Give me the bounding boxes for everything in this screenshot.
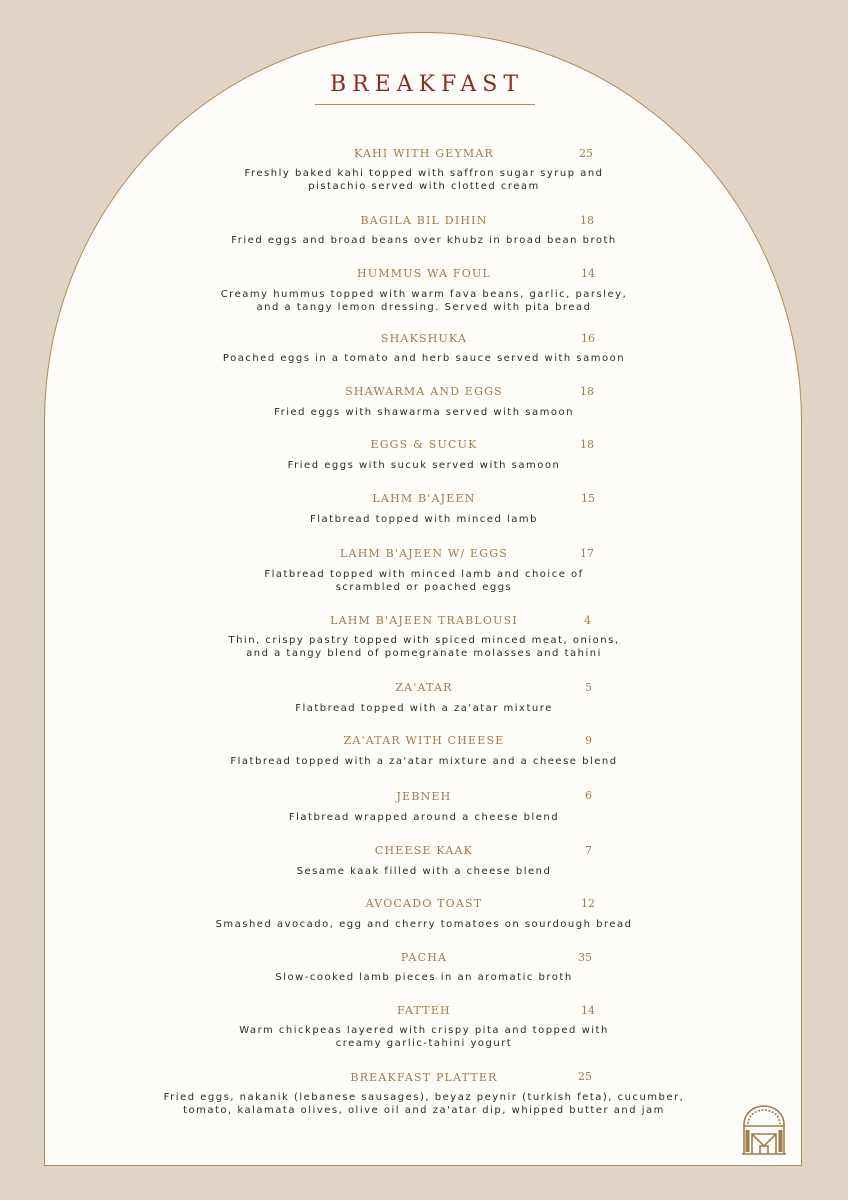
menu-item-description: Warm chickpeas layered with crispy pita and topped with creamy garlic-tahini yogurt — [239, 1025, 609, 1049]
menu-item-price: 18 — [580, 385, 594, 398]
menu-item-description: Flatbread wrapped around a cheese blend — [288, 812, 560, 823]
menu-item-description: Fried eggs, nakanik (lebanese sausages), beyaz peynir (turkish feta), cucumber, tomato, kalamata olives, olive oil and za'atar dip, whipped butter and jam — [163, 1092, 685, 1116]
menu-item-price: 15 — [581, 492, 595, 505]
menu-item-name: ZA'ATAR WITH CHEESE — [343, 734, 505, 747]
menu-item-description: Fried eggs with sucuk served with samoon — [287, 460, 561, 471]
menu-item-description: Fried eggs with shawarma served with samoon — [274, 407, 574, 418]
menu-item-name: LAHM B'AJEEN TRABLOUSI — [330, 614, 518, 627]
menu-item-description: Fried eggs and broad beans over khubz in broad bean broth — [231, 235, 617, 246]
menu-item-price: 7 — [585, 844, 592, 857]
menu-item-description: Creamy hummus topped with warm fava beans, garlic, parsley, and a tangy lemon dressing. Served with pita bread — [220, 289, 628, 313]
page-title: BREAKFAST — [329, 72, 525, 97]
menu-item-price: 14 — [581, 267, 595, 280]
menu-item-name: PACHA — [400, 951, 448, 964]
menu-item-price: 6 — [585, 789, 592, 802]
menu-item-name: JEBNEH — [396, 790, 452, 803]
menu-card — [44, 32, 802, 1166]
menu-item-name: AVOCADO TOAST — [365, 897, 483, 910]
menu-item-price: 16 — [581, 332, 595, 345]
menu-item-name: LAHM B'AJEEN W/ EGGS — [340, 547, 508, 560]
title-divider — [315, 104, 535, 105]
menu-item-price: 25 — [578, 1070, 592, 1083]
menu-item-price: 4 — [584, 614, 591, 627]
menu-item-name: SHAWARMA AND EGGS — [345, 385, 503, 398]
arched-window-logo-icon — [740, 1104, 788, 1156]
menu-item-name: SHAKSHUKA — [380, 332, 468, 345]
menu-item-price: 25 — [579, 147, 593, 160]
menu-item-price: 18 — [580, 214, 594, 227]
menu-item-description: Sesame kaak filled with a cheese blend — [296, 866, 552, 877]
menu-item-name: CHEESE KAAK — [374, 844, 474, 857]
menu-item-name: BAGILA BIL DIHIN — [360, 214, 488, 227]
menu-item-price: 14 — [581, 1004, 595, 1017]
menu-item-description: Poached eggs in a tomato and herb sauce served with samoon — [222, 353, 626, 364]
menu-item-description: Flatbread topped with a za'atar mixture — [295, 703, 553, 714]
menu-item-name: BREAKFAST PLATTER — [350, 1071, 498, 1084]
menu-item-price: 17 — [580, 547, 594, 560]
menu-item-name: EGGS & SUCUK — [370, 438, 478, 451]
menu-item-description: Smashed avocado, egg and cherry tomatoes on sourdough bread — [215, 919, 633, 930]
menu-item-name: HUMMUS WA FOUL — [357, 267, 491, 280]
menu-item-price: 18 — [580, 438, 594, 451]
menu-item-price: 5 — [585, 681, 592, 694]
menu-item-name: KAHI WITH GEYMAR — [354, 147, 494, 160]
menu-item-price: 12 — [581, 897, 595, 910]
menu-item-description: Slow-cooked lamb pieces in an aromatic broth — [275, 972, 573, 983]
menu-item-name: FATTEH — [397, 1004, 451, 1017]
menu-item-name: ZA'ATAR — [395, 681, 453, 694]
menu-item-price: 9 — [585, 734, 592, 747]
menu-item-description: Flatbread topped with a za'atar mixture and a cheese blend — [230, 756, 618, 767]
menu-item-description: Flatbread topped with minced lamb — [310, 514, 538, 525]
menu-item-description: Thin, crispy pastry topped with spiced minced meat, onions, and a tangy blend of pomegranate molasses and tahini — [228, 635, 620, 659]
menu-item-price: 35 — [578, 951, 592, 964]
menu-item-name: LAHM B'AJEEN — [372, 492, 476, 505]
menu-item-description: Freshly baked kahi topped with saffron sugar syrup and pistachio served with clotted cream — [244, 168, 604, 192]
menu-item-description: Flatbread topped with minced lamb and choice of scrambled or poached eggs — [264, 569, 584, 593]
